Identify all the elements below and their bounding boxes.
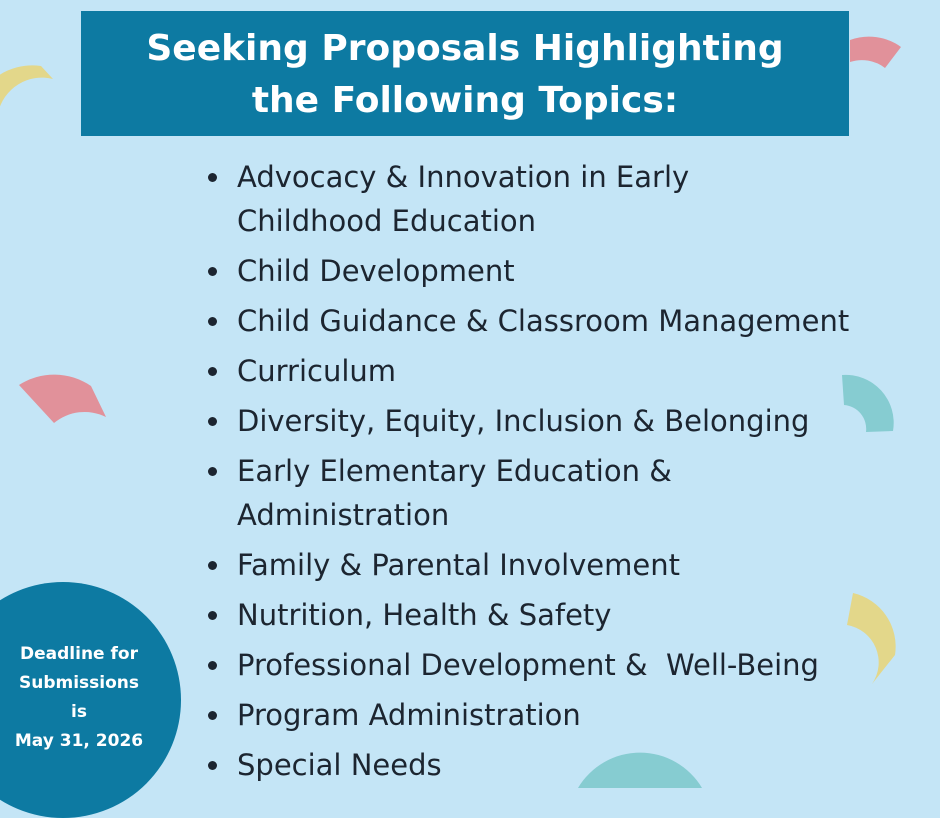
topic-text: Child Development bbox=[237, 254, 515, 288]
topic-text: Program Administration bbox=[237, 698, 581, 732]
topic-item-advocacy-innovation bbox=[204, 155, 934, 243]
topic-item-diversity-equity bbox=[204, 399, 934, 443]
topic-item-curriculum bbox=[204, 349, 934, 393]
bullet-icon bbox=[208, 173, 217, 182]
confetti-pink-left bbox=[19, 375, 106, 423]
deadline-line-1: Deadline for bbox=[20, 644, 138, 664]
topic-text: Diversity, Equity, Inclusion & Belonging bbox=[237, 404, 810, 438]
bullet-icon bbox=[208, 417, 217, 426]
header-banner bbox=[81, 11, 849, 136]
topic-item-family-involvement bbox=[204, 543, 934, 587]
topic-item-child-guidance bbox=[204, 299, 934, 343]
bullet-icon bbox=[208, 317, 217, 326]
confetti-yellow-top-left bbox=[0, 65, 53, 113]
topic-item-professional-development bbox=[204, 643, 934, 687]
header-title-line-1: Seeking Proposals Highlighting bbox=[146, 28, 784, 69]
topic-list bbox=[204, 155, 934, 793]
topic-text: Family & Parental Involvement bbox=[237, 548, 680, 582]
topic-text-line-1: Advocacy & Innovation in Early bbox=[237, 160, 690, 194]
topic-text: Nutrition, Health & Safety bbox=[237, 598, 612, 632]
deadline-line-3: is bbox=[71, 702, 87, 722]
topic-text-line-1: Early Elementary Education & bbox=[237, 454, 672, 488]
bullet-icon bbox=[208, 761, 217, 770]
bullet-icon bbox=[208, 661, 217, 670]
topic-text: Professional Development & Well-Being bbox=[237, 648, 819, 682]
bullet-icon bbox=[208, 611, 217, 620]
topic-text: Child Guidance & Classroom Management bbox=[237, 304, 850, 338]
deadline-line-4: May 31, 2026 bbox=[14, 731, 144, 751]
topic-text-line-2: Childhood Education bbox=[237, 204, 537, 238]
topic-item-child-development bbox=[204, 249, 934, 293]
deadline-text bbox=[0, 640, 158, 756]
bullet-icon bbox=[208, 561, 217, 570]
deadline-line-2: Submissions bbox=[18, 673, 140, 693]
bullet-icon bbox=[208, 267, 217, 276]
bullet-icon bbox=[208, 467, 217, 476]
bullet-icon bbox=[208, 367, 217, 376]
topic-item-special-needs bbox=[204, 743, 934, 787]
topic-item-program-administration bbox=[204, 693, 934, 737]
topic-text: Special Needs bbox=[237, 748, 442, 782]
topic-text: Curriculum bbox=[237, 354, 397, 388]
header-title-line-2: the Following Topics: bbox=[251, 80, 679, 121]
topic-text-line-2: Administration bbox=[237, 498, 450, 532]
topic-item-nutrition-health bbox=[204, 593, 934, 637]
topic-item-early-elementary bbox=[204, 449, 934, 537]
confetti-pink-top-right bbox=[850, 37, 901, 68]
bullet-icon bbox=[208, 711, 217, 720]
